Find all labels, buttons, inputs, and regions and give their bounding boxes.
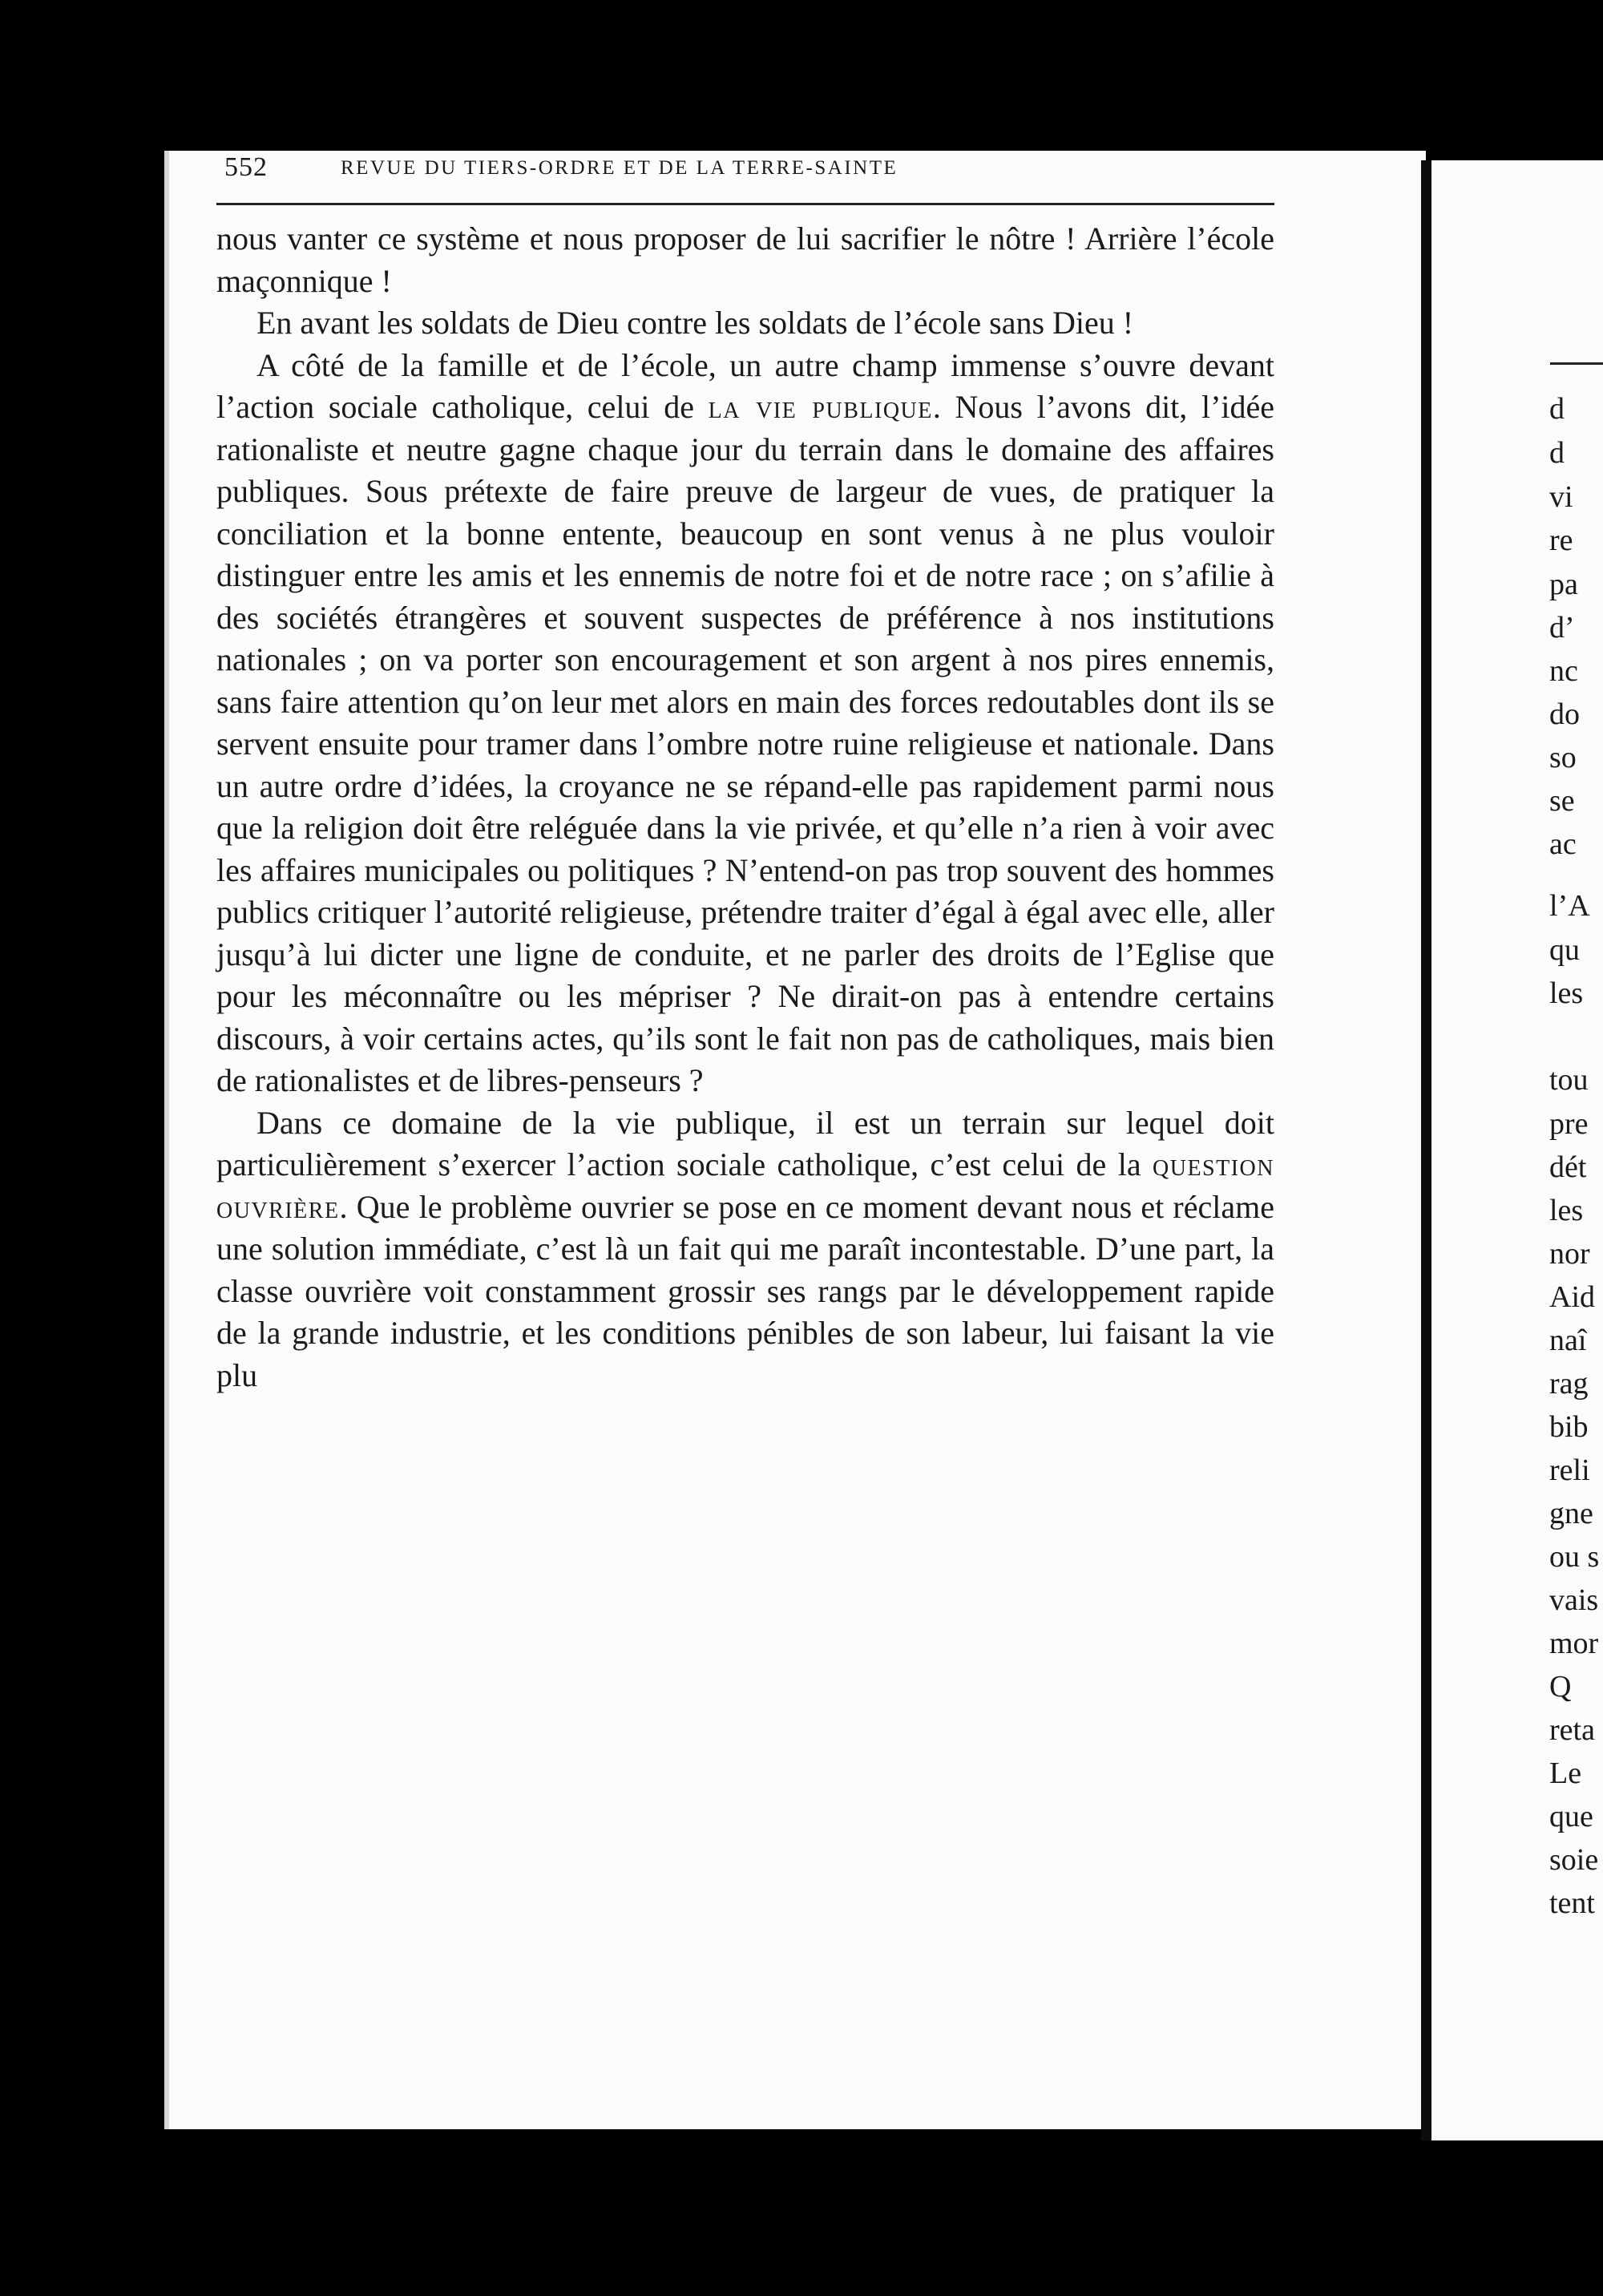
facing-page-fragment: tent — [1549, 1886, 1595, 1920]
facing-page-fragment: d’ — [1549, 611, 1575, 645]
facing-page-fragment: so — [1549, 741, 1577, 774]
paragraph-3 — [216, 345, 1274, 1102]
facing-page-fragment: les — [1549, 1194, 1584, 1227]
facing-page-fragment: vi — [1549, 480, 1573, 514]
page-gutter-shadow — [1421, 160, 1431, 2140]
facing-page-fragment: vais — [1549, 1583, 1599, 1617]
paragraph-3-text-a: A côté de la famille et de l’école, un autre champ immense s’ouvre devant l’action sociale catholique, celui de — [216, 346, 1274, 425]
facing-page-fragment: dét — [1549, 1150, 1587, 1184]
facing-page-fragment: les — [1549, 976, 1584, 1010]
facing-page-fragment: ac — [1549, 827, 1577, 861]
facing-page-fragment: se — [1549, 784, 1575, 818]
paragraph-4 — [216, 1102, 1274, 1397]
vie-publique-smallcaps: la vie publique — [708, 389, 933, 425]
page-number: 552 — [224, 152, 268, 182]
facing-page-fragment: rag — [1549, 1367, 1589, 1401]
facing-page-fragment: re — [1549, 523, 1573, 557]
facing-page-fragment: Q — [1549, 1670, 1572, 1704]
header-rule — [216, 203, 1274, 205]
facing-page-fragment: d — [1549, 392, 1565, 426]
facing-page-fragment: Aid — [1549, 1280, 1595, 1314]
paragraph-4-text-a: Dans ce domaine de la vie publique, il est un terrain sur lequel doit particulièrement s’exercer l’action sociale catholique, c’est celui de la — [216, 1104, 1274, 1182]
running-title: REVUE DU TIERS-ORDRE ET DE LA TERRE-SAINTE — [341, 157, 898, 179]
facing-page-fragment: ou s — [1549, 1540, 1600, 1574]
facing-page-fragment: do — [1549, 697, 1580, 731]
facing-page-fragment: reli — [1549, 1453, 1590, 1487]
facing-page-fragment: naî — [1549, 1324, 1587, 1357]
question-ouvriere-smallcaps: question ouvrière — [216, 1146, 1274, 1225]
facing-page-fragment: pre — [1549, 1107, 1589, 1141]
facing-page-fragment: soie — [1549, 1843, 1599, 1877]
facing-page-fragment: d — [1549, 436, 1565, 470]
facing-page-fragment: bib — [1549, 1410, 1589, 1444]
paragraph-2: En avant les soldats de Dieu contre les soldats de l’école sans Dieu ! — [256, 305, 1134, 341]
facing-page-fragment: Le — [1549, 1756, 1582, 1790]
facing-page-fragment: qu — [1549, 933, 1580, 967]
facing-page-fragment: reta — [1549, 1713, 1595, 1747]
article-body — [216, 218, 1274, 1397]
facing-page-rule — [1550, 362, 1603, 365]
paragraph-3-text-b: . Nous l’avons dit, l’idée rationaliste et neutre gagne chaque jour du terrain dans le domaine des affaires publiques. Sous prétexte de faire preuve de largeur de vues, de pratiquer la conciliation et la bonne entente, beaucoup en sont venus à ne plus vouloir distinguer entre les amis et les ennemis de notre foi et de notre race ; on s’afilie à des sociétés étrangères et souvent suspectes de préférence à nos institutions nationales ; on va porter son encouragement et son argent à nos pires ennemis, sans faire attention qu’on leur met alors en main des forces redoutables dont ils se servent ensuite pour tramer dans l’ombre notre ruine religieuse et nationale. Dans un autre ordre d’idées, la croyance ne se répand-elle pas rapidement parmi nous que la religion doit être reléguée dans la vie privée, et qu’elle n’a rien à voir avec les affaires municipales ou politiques ? N’entend-on pas trop souvent des hommes publics critiquer l’autorité religieuse, prétendre traiter d’égal à égal avec elle, aller jusqu’à lui dicter une ligne de conduite, et ne parler des droits de l’Eglise que pour les méconnaître ou les mépriser ? Ne dirait-on pas à entendre certains discours, à voir certains actes, qu’ils sont le fait non pas de catholiques, mais bien de rationalistes et de libres-penseurs ? — [216, 389, 1275, 1098]
facing-page-fragment: gne — [1549, 1497, 1593, 1530]
paragraph-4-text-b: . Que le problème ouvrier se pose en ce moment devant nous et réclame une solution immédiate, c’est là un fait qui me paraît incontestable. D’une part, la classe ouvrière voit constamment grossir ses rangs par le développement rapide de la grande industrie, et les conditions pénibles de son labeur, lui faisant la vie plu — [216, 1188, 1274, 1393]
paragraph-1: nous vanter ce système et nous proposer de lui sacrifier le nôtre ! Arrière l’école maçonnique ! — [216, 220, 1274, 299]
facing-page-fragment: pa — [1549, 568, 1578, 601]
facing-page-fragment: mor — [1549, 1627, 1599, 1660]
facing-page-fragment: nc — [1549, 654, 1578, 688]
facing-page-fragment: tou — [1549, 1063, 1589, 1097]
facing-page-fragment: que — [1549, 1800, 1593, 1833]
facing-page-fragment: l’A — [1549, 889, 1590, 923]
facing-page-fragment: nor — [1549, 1237, 1590, 1271]
